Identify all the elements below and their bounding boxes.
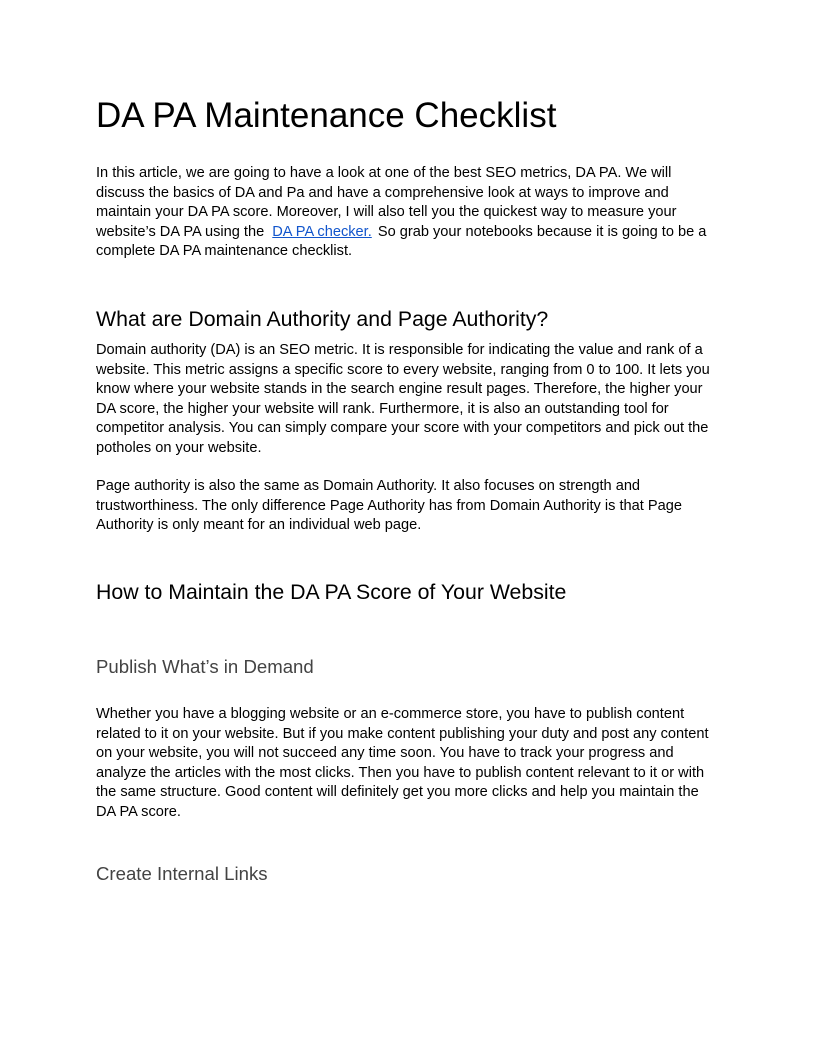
paragraph-line: on your website, you will not succeed any time soon. You have to track your progress and xyxy=(96,745,674,761)
paragraph-line: website. This metric assigns a specific score to every website, ranging from 0 to 100. It lets you xyxy=(96,361,710,378)
intro-line: discuss the basics of DA and Pa and have a comprehensive look at ways to improve and xyxy=(96,184,669,201)
subheading-publish-demand: Publish What’s in Demand xyxy=(96,656,314,677)
paragraph-line: potholes on your website. xyxy=(96,439,262,456)
paragraph-line: DA score, the higher your website will rank. Furthermore, it is also an outstanding tool for xyxy=(96,400,669,417)
paragraph-line: Page authority is also the same as Domain Authority. It also focuses on strength and xyxy=(96,478,641,494)
paragraph-line: Whether you have a blogging website or an e-commerce store, you have to publish content xyxy=(96,706,685,722)
intro-text: website’s DA PA using the xyxy=(96,223,265,240)
paragraph-line: know where your website stands in the search engine result pages. Therefore, the higher your xyxy=(96,381,703,397)
domain-authority-paragraph xyxy=(96,341,720,458)
document-title: DA PA Maintenance Checklist xyxy=(96,96,557,135)
publish-demand-paragraph xyxy=(96,705,720,822)
paragraph-line: competitor analysis. You can simply compare your score with your competitors and pick out the xyxy=(96,420,709,436)
paragraph-line: DA PA score. xyxy=(96,803,181,820)
intro-line: In this article, we are going to have a look at one of the best SEO metrics, DA PA. We will xyxy=(96,165,672,181)
paragraph-line: Authority is only meant for an individual web page. xyxy=(96,517,422,533)
paragraph-line: trustworthiness. The only difference Page Authority has from Domain Authority is that Page xyxy=(96,497,682,514)
page-authority-paragraph xyxy=(96,477,720,536)
subheading-internal-links: Create Internal Links xyxy=(96,863,268,884)
intro-line: complete DA PA maintenance checklist. xyxy=(96,243,353,259)
section-heading-maintain: How to Maintain the DA PA Score of Your Website xyxy=(96,580,567,604)
intro-paragraph xyxy=(96,164,720,262)
paragraph-line: Domain authority (DA) is an SEO metric. It is responsible for indicating the value and rank of a xyxy=(96,342,703,358)
paragraph-line: the same structure. Good content will definitely get you more clicks and help you maintain the xyxy=(96,784,699,800)
intro-line: maintain your DA PA score. Moreover, I will also tell you the quickest way to measure your xyxy=(96,204,677,220)
intro-line-with-link xyxy=(96,223,720,243)
da-pa-checker-link[interactable]: DA PA checker. xyxy=(272,223,372,240)
paragraph-line: analyze the articles with the most clicks. Then you have to publish content relevant to it or with xyxy=(96,764,705,781)
section-heading-authority: What are Domain Authority and Page Authority? xyxy=(96,307,549,331)
intro-text: So grab your notebooks because it is going to be a xyxy=(377,223,707,240)
paragraph-line: related to it on your website. But if you make content publishing your duty and post any content xyxy=(96,725,709,742)
